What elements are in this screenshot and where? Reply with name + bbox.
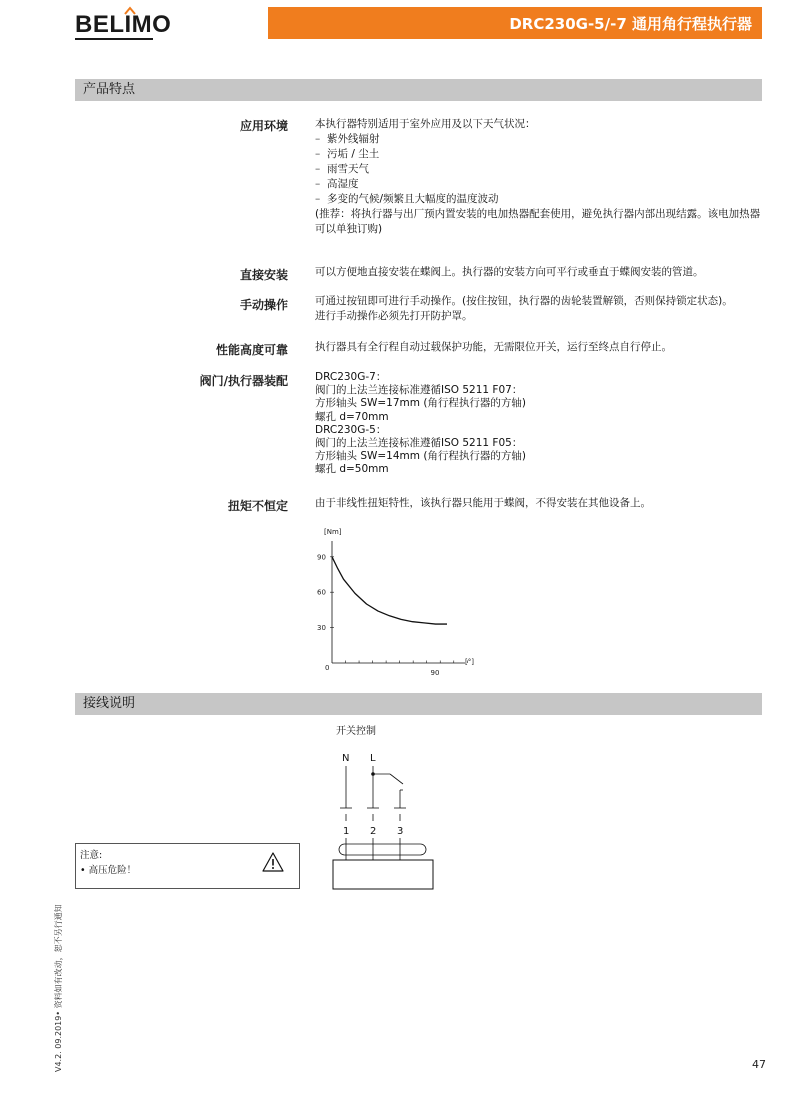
label-direct-mounting: 直接安装 — [239, 268, 288, 282]
terminal-number-3: 3 — [397, 826, 404, 837]
chart-y-tick-label: 90 — [317, 553, 326, 562]
list-item: – 紫外线辐射 — [315, 133, 380, 145]
torque-chart — [310, 523, 480, 683]
chart-y-tick-label: 30 — [317, 624, 326, 633]
wiring-diagram — [325, 726, 445, 898]
list-item: – 雨雪天气 — [315, 163, 369, 175]
torque-curve — [332, 557, 447, 624]
chart-y-tick-label: 0 — [325, 664, 330, 672]
application-intro: 本执行器特别适用于室外应用及以下天气状况： — [315, 118, 536, 130]
notice-item: • 高压危险！ — [80, 865, 137, 876]
chart-xlabel: [°] — [465, 658, 474, 666]
warning-triangle-icon — [262, 852, 284, 872]
label-manual-operation: 手动操作 — [239, 298, 288, 312]
line-label-n: N — [342, 753, 350, 764]
label-high-reliability: 性能高度可靠 — [215, 343, 288, 357]
non-constant-torque-text: 由于非线性扭矩特性，该执行器只能用于蝶阀，不得安装在其他设备上。 — [315, 497, 651, 509]
chart-ylabel: [Nm] — [324, 528, 342, 536]
wiring-title: 开关控制 — [336, 726, 376, 737]
cable-sleeve — [339, 844, 426, 855]
line-label-l: L — [370, 753, 376, 764]
page-number: 47 — [752, 1058, 766, 1071]
chart-ticks — [317, 553, 439, 677]
belimo-logo: BELIMO — [75, 11, 172, 38]
terminal-number-2: 2 — [370, 826, 377, 837]
application-environment-text — [315, 117, 765, 237]
logo-underline — [75, 38, 153, 40]
section-title-features: 产品特点 — [75, 79, 762, 101]
label-valve-actuator-assembly: 阀门/执行器装配 — [199, 374, 288, 388]
direct-mounting-text: 可以方便地直接安装在蝶阀上。执行器的安装方向可平行或垂直于蝶阀安装的管道。 — [315, 266, 704, 278]
section-title-wiring: 接线说明 — [75, 693, 762, 715]
manual-operation-text: 可通过按钮即可进行手动操作。(按住按钮，执行器的齿轮装置解锁，否则保持锁定状态)。 进行手动操作必须先打开防护罩。 — [315, 295, 733, 322]
chart-y-tick-label: 60 — [317, 588, 326, 597]
switch-contact — [390, 774, 403, 784]
high-reliability-text: 执行器具有全行程自动过载保护功能，无需限位开关，运行至终点自行停止。 — [315, 341, 672, 353]
version-note: V4.2. 09.2019• 资料如有改动，恕不另行通知 — [54, 904, 63, 1072]
valve-actuator-assembly-text: DRC230G-7： 阀门的上法兰连接标准遵循ISO 5211 F07： 方形轴头 SW=17mm (角行程执行器的方轴) 螺孔 d=70mm DRC230G-5： 阀门的上法兰连接标准遵循ISO 5211 F05： 方形轴头 SW=14mm (角行程执行器的方轴) 螺孔 d=50mm — [315, 371, 527, 476]
list-item: – 多变的气候/频繁且大幅度的温度波动 — [315, 193, 499, 205]
notice-title: 注意: — [80, 850, 103, 861]
chart-axes — [332, 541, 467, 663]
chart-x-tick-label: 90 — [430, 669, 440, 677]
list-item: – 高湿度 — [315, 178, 359, 190]
chart-series — [332, 557, 447, 624]
logo-accent-icon — [124, 7, 136, 15]
list-item: – 污垢 / 尘土 — [315, 148, 380, 160]
label-application-environment: 应用环境 — [239, 119, 288, 133]
heater-note: (推荐：将执行器与出厂预内置安装的电加热器配套使用，避免执行器内部出现结露。该电加热器可以单独订购) — [315, 208, 761, 235]
actuator-body — [333, 860, 433, 889]
label-non-constant-torque: 扭矩不恒定 — [227, 499, 288, 513]
terminal-number-1: 1 — [343, 826, 350, 837]
page-title: DRC230G-5/-7 通用角行程执行器 — [268, 7, 762, 39]
